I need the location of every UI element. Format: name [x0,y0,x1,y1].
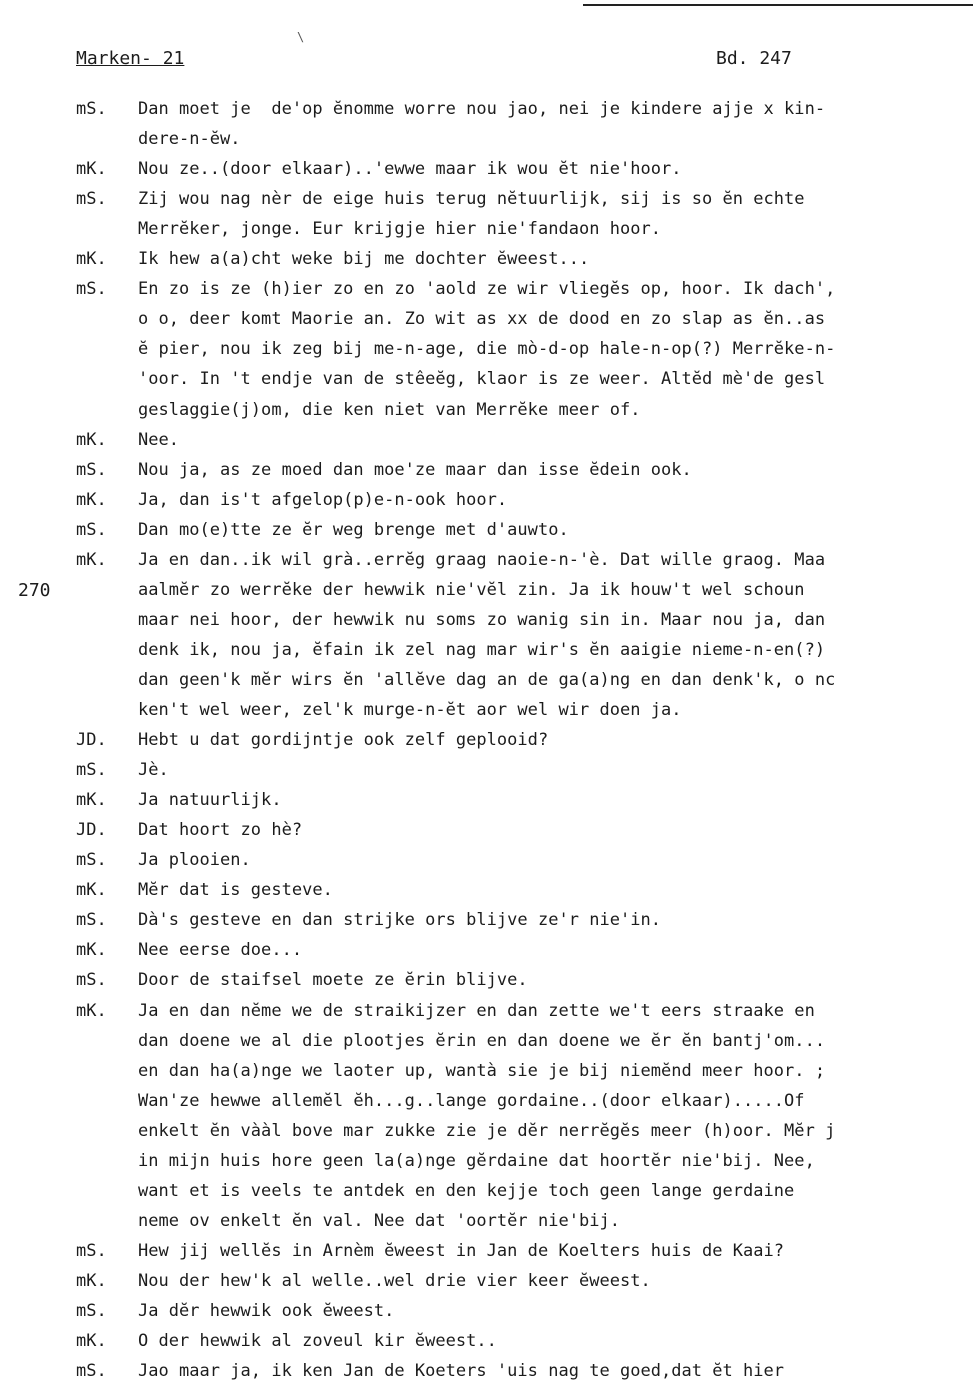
line-text: Ja natuurlijk. [138,790,282,811]
transcript-line [0,668,973,696]
transcript-line [0,608,973,636]
speaker-code: mS. [76,910,107,931]
transcript-line [0,968,973,996]
transcript-line [0,367,973,395]
stray-mark: \ [297,30,305,44]
transcript-line [0,999,973,1027]
speaker-code: mS. [76,279,107,300]
header-left: Marken- 21 [76,48,185,69]
line-text: dere-n-ĕw. [138,129,241,150]
transcript-line [0,518,973,546]
transcript-line [0,1119,973,1147]
transcript-line [0,548,973,576]
line-text: Nou ze..(door elkaar)..'ewwe maar ik wou ĕt nie'hoor. [138,159,682,180]
transcript-line [0,1179,973,1207]
line-text: o o, deer komt Maorie an. Zo wit as xx de dood en zo slap as ĕn..as [138,309,826,330]
line-text: Merrĕker, jonge. Eur krijgje hier nie'fandaon hoor. [138,219,661,240]
speaker-code: mK. [76,1000,107,1021]
line-text: 'oor. In 't endje van de stêeĕg, klaor is ze weer. Altĕd mè'de gesl [138,369,826,390]
line-text: aalmĕr zo werrĕke der hewwik nie'vĕl zin. Ja ik houw't wel schoun [138,579,805,600]
speaker-code: mK. [76,159,107,180]
line-text: Nou ja, as ze moed dan moe'ze maar dan isse ĕdein ook. [138,459,692,480]
transcript-line [0,1059,973,1087]
speaker-code: mS. [76,1301,107,1321]
transcript-line [0,1269,973,1297]
speaker-code: mK. [76,489,107,510]
transcript-line [0,247,973,275]
line-text: in mijn huis hore geen la(a)nge gĕrdaine dat hoortĕr nie'bij. Nee, [138,1150,815,1171]
transcript-line [0,908,973,936]
speaker-code: mK. [76,880,107,901]
line-text: Jè. [138,760,169,781]
transcript-line [0,1299,973,1327]
line-text: Nee eerse doe... [138,940,303,961]
speaker-code: mK. [76,1331,107,1352]
speaker-code: mS. [76,850,107,871]
transcript-line [0,458,973,486]
transcript-line [0,1209,973,1237]
speaker-code: JD. [76,820,107,841]
line-text: ĕ pier, nou ik zeg bij me-n-age, die mò-d-op hale-n-op(?) Merrĕke-n- [138,339,836,360]
transcript-line [0,277,973,305]
speaker-code: mK. [76,549,107,570]
speaker-code: mS. [76,519,107,540]
transcript-line [0,638,973,666]
transcript-line [0,157,973,185]
line-text: Hebt u dat gordijntje ook zelf geplooid? [138,730,549,751]
line-text: Wan'ze hewwe allemĕl ĕh...g..lange gordaine..(door elkaar).....Of [138,1090,805,1111]
line-text: en dan ha(a)nge we laoter up, wantà sie je bij niemĕnd meer hoor. ; [138,1060,826,1081]
speaker-code: mS. [76,760,107,781]
transcript-line [0,97,973,125]
speaker-code: mK. [76,249,107,270]
speaker-code: mK. [76,1270,107,1291]
transcript-line [0,1329,973,1357]
speaker-code: mS. [76,459,107,480]
transcript-line [0,878,973,906]
transcript-line [0,938,973,966]
transcript-line [0,1089,973,1117]
line-text: Door de staifsel moete ze ĕrin blijve. [138,970,528,991]
transcript-line [0,848,973,876]
line-text: Mĕr dat is gesteve. [138,880,333,901]
speaker-code: mS. [76,1361,107,1382]
transcript-line [0,307,973,335]
speaker-code: JD. [76,730,107,751]
line-text: Nou der hew'k al welle..wel drie vier keer ĕweest. [138,1270,651,1291]
header-right: Bd. 247 [716,48,792,69]
line-text: geslaggie(j)om, die ken niet van Merrĕke meer of. [138,399,641,420]
transcript-line [0,1029,973,1057]
speaker-code: mS. [76,1240,107,1261]
speaker-code: mK. [76,429,107,450]
line-text: denk ik, nou ja, ĕfain ik zel nag mar wir's ĕn aaigie nieme-n-en(?) [138,639,826,660]
line-text: Ja en dan nĕme we de straikijzer en dan zette we't eers straake en [138,1000,815,1021]
line-text: Dà's gesteve en dan strijke ors blijve ze'r nie'in. [138,910,661,931]
line-text: maar nei hoor, der hewwik nu soms zo wanig sin in. Maar nou ja, dan [138,609,826,630]
line-text: O der hewwik al zoveul kir ĕweest.. [138,1331,497,1352]
line-text: Ja dĕr hewwik ook ĕweest. [138,1301,395,1321]
transcript-line [0,788,973,816]
transcript-line [0,818,973,846]
transcript-line [0,578,973,606]
line-text: Dan mo(e)tte ze ĕr weg brenge met d'auwto. [138,519,569,540]
transcript-line [0,428,973,456]
line-text: want et is veels te antdek en den kejje toch geen lange gerdaine [138,1180,795,1201]
line-text: Jao maar ja, ik ken Jan de Koeters 'uis nag te goed,dat ĕt hier [138,1361,785,1382]
speaker-code: mS. [76,970,107,991]
transcript-line [0,127,973,155]
line-text: dan geen'k mĕr wirs ĕn 'allĕve dag an de ga(a)ng en dan denk'k, o nc [138,669,836,690]
line-text: Ik hew a(a)cht weke bij me dochter ĕweest... [138,249,590,270]
line-text: En zo is ze (h)ier zo en zo 'aold ze wir vliegĕs op, hoor. Ik dach', [138,279,836,300]
transcript-line [0,1359,973,1386]
line-text: neme ov enkelt ĕn val. Nee dat 'oortĕr nie'bij. [138,1210,620,1231]
line-text: dan doene we al die plootjes ĕrin en dan doene we ĕr ĕn bantj'om... [138,1030,826,1051]
transcript-line [0,758,973,786]
line-text: Ja en dan..ik wil grà..errĕg graag naoie-n-'è. Dat wille graog. Maa [138,549,826,570]
transcript-line [0,337,973,365]
line-text: Dat hoort zo hè? [138,820,303,841]
line-text: ken't wel weer, zel'k murge-n-ĕt aor wel wir doen ja. [138,700,682,720]
speaker-code: mK. [76,940,107,961]
line-text: Ja, dan is't afgelop(p)e-n-ook hoor. [138,489,508,510]
transcript-line [0,488,973,516]
line-text: Dan moet je de'op ĕnomme worre nou jao, nei je kindere ajje x kin- [138,99,826,119]
transcript-line [0,1239,973,1267]
line-text: enkelt ĕn vààl bove mar zukke zie je dĕr nerrĕgĕs meer (h)oor. Mĕr j [138,1120,836,1141]
transcript-line [0,698,973,726]
transcript-line [0,1149,973,1177]
line-text: Ja plooien. [138,850,251,871]
transcript-line [0,728,973,756]
speaker-code: mK. [76,790,107,811]
margin-line-number: 270 [18,580,51,601]
speaker-code: mS. [76,189,107,210]
transcript-line [0,187,973,215]
transcript-line [0,398,973,426]
line-text: Nee. [138,429,180,450]
line-text: Hew jij wellĕs in Arnèm ĕweest in Jan de Koelters huis de Kaai? [138,1240,785,1261]
speaker-code: mS. [76,99,107,119]
transcript-line [0,217,973,245]
line-text: Zij wou nag nèr de eige huis terug nĕtuurlijk, sij is so ĕn echte [138,189,805,210]
